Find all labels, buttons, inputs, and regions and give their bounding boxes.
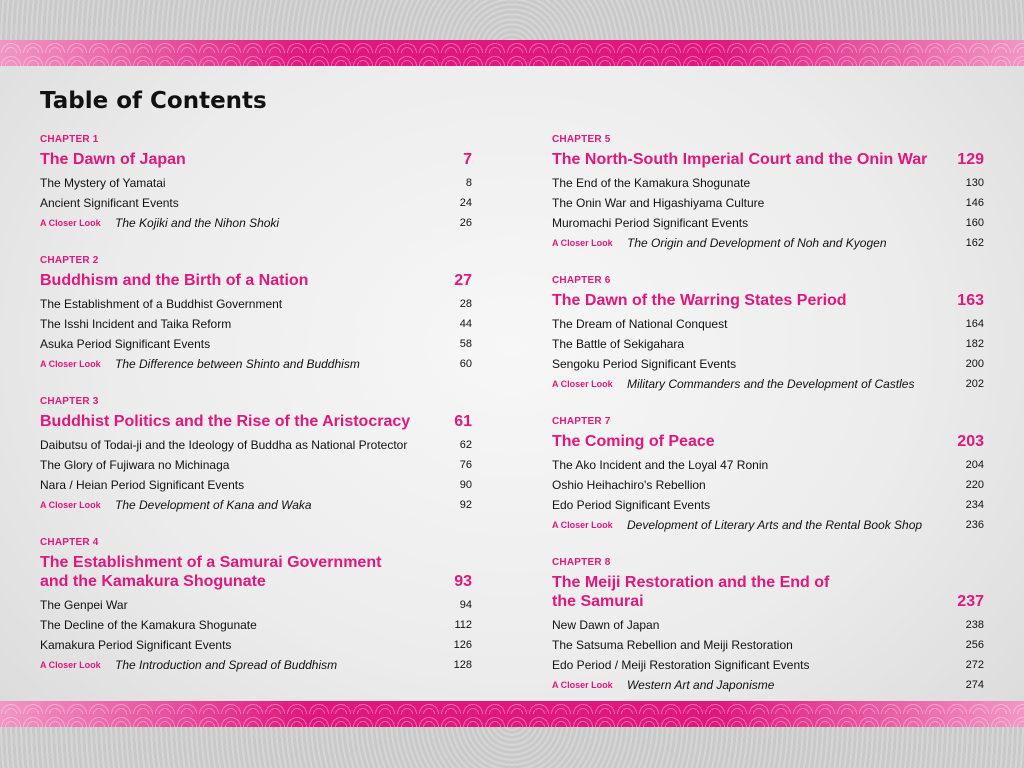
entry-title: Daibutsu of Todai-ji and the Ideology of Buddha as National Protector [40,438,408,452]
entry-page-number: 204 [965,459,984,471]
entry-title: Ancient Significant Events [40,196,179,210]
toc-entry[interactable] [552,615,984,635]
chapter-block [40,133,472,233]
entry-page-number: 76 [459,459,472,471]
entry-page-number: 160 [965,217,984,229]
toc-entry[interactable] [552,475,984,495]
chapter-heading[interactable] [40,553,472,591]
chapter-heading[interactable] [40,412,472,431]
entry-title: Asuka Period Significant Events [40,337,211,351]
closer-look-label-group [552,515,922,535]
closer-look-entry[interactable] [40,213,472,233]
closer-look-entry[interactable] [552,233,984,253]
chapter-block [552,556,984,695]
closer-look-page-number: 26 [459,217,472,229]
closer-look-entry[interactable] [40,655,472,675]
toc-entry[interactable] [40,455,472,475]
chapter-number: CHAPTER 8 [552,557,611,568]
chapter-page-number: 163 [957,292,984,309]
closer-look-title: The Introduction and Spread of Buddhism [115,658,338,672]
entry-title: The Isshi Incident and Taika Reform [40,317,232,331]
entry-title: The Battle of Sekigahara [552,337,685,351]
chapter-heading[interactable] [40,271,472,290]
closer-look-tag: A Closer Look [40,218,101,228]
chapter-block [40,254,472,374]
closer-look-tag: A Closer Look [552,680,613,690]
closer-look-title: The Difference between Shinto and Buddhism [115,357,360,371]
chapter-heading[interactable] [552,291,984,310]
chapter-block [552,133,984,253]
closer-look-tag: A Closer Look [552,520,613,530]
closer-look-title: Development of Literary Arts and the Rental Book Shop [627,518,923,532]
entry-title: The Dream of National Conquest [552,317,728,331]
entry-page-number: 200 [965,358,984,370]
entry-page-number: 126 [453,639,472,651]
entry-page-number: 146 [965,197,984,209]
toc-entry[interactable] [40,475,472,495]
closer-look-page-number: 128 [453,659,472,671]
entry-page-number: 182 [965,338,984,350]
toc-entry[interactable] [40,314,472,334]
entry-title: The Decline of the Kamakura Shogunate [40,618,257,632]
chapter-title: The Meiji Restoration and the End of the Samurai [552,574,830,610]
toc-entry[interactable] [40,334,472,354]
entry-page-number: 220 [965,479,984,491]
entry-title: The Ako Incident and the Loyal 47 Ronin [552,458,769,472]
chapter-title: The Dawn of the Warring States Period [552,292,847,309]
closer-look-tag: A Closer Look [40,500,101,510]
closer-look-label-group [552,233,887,253]
closer-look-page-number: 236 [965,519,984,531]
entry-title: Sengoku Period Significant Events [552,357,737,371]
entry-title: Nara / Heian Period Significant Events [40,478,245,492]
bottom-pattern-strip [0,727,1024,768]
chapter-heading[interactable] [40,150,472,169]
toc-entry[interactable] [40,635,472,655]
closer-look-tag: A Closer Look [552,379,613,389]
chapter-page-number: 7 [463,151,472,168]
toc-entry[interactable] [552,193,984,213]
entry-page-number: 164 [965,318,984,330]
closer-look-tag: A Closer Look [552,238,613,248]
closer-look-page-number: 92 [459,499,472,511]
chapter-title: Buddhist Politics and the Rise of the Aristocracy [40,413,411,430]
toc-entry[interactable] [552,354,984,374]
chapter-heading[interactable] [552,573,984,611]
closer-look-label-group [552,675,774,695]
chapter-number: CHAPTER 7 [552,416,611,427]
entry-page-number: 58 [459,338,472,350]
entry-page-number: 90 [459,479,472,491]
chapter-block [40,395,472,515]
chapter-title: The North-South Imperial Court and the Onin War [552,151,928,168]
entry-title: Edo Period / Meiji Restoration Significant Events [552,658,810,672]
closer-look-tag: A Closer Look [40,660,101,670]
chapter-page-number: 93 [454,573,472,590]
chapter-title: Buddhism and the Birth of a Nation [40,272,309,289]
entry-page-number: 94 [459,599,472,611]
chapter-page-number: 129 [957,151,984,168]
chapter-heading[interactable] [552,432,984,451]
chapter-title: The Coming of Peace [552,433,715,450]
toc-entry[interactable] [552,455,984,475]
toc-entry[interactable] [552,334,984,354]
toc-entry[interactable] [552,213,984,233]
chapter-number: CHAPTER 5 [552,134,611,145]
bottom-wave-band [0,701,1024,727]
entry-title: Edo Period Significant Events [552,498,711,512]
top-pattern-strip [0,0,1024,42]
entry-page-number: 8 [465,177,472,189]
entry-title: Muromachi Period Significant Events [552,216,749,230]
toc-entry[interactable] [40,193,472,213]
chapter-page-number: 27 [454,272,472,289]
entry-page-number: 62 [459,439,472,451]
chapter-page-number: 237 [957,593,984,610]
closer-look-title: The Development of Kana and Waka [115,498,312,512]
chapter-block [552,415,984,535]
closer-look-label-group [40,213,279,233]
entry-title: New Dawn of Japan [552,618,660,632]
closer-look-tag: A Closer Look [40,359,101,369]
closer-look-page-number: 60 [459,358,472,370]
entry-title: The End of the Kamakura Shogunate [552,176,751,190]
chapter-number: CHAPTER 6 [552,275,611,286]
entry-page-number: 272 [965,659,984,671]
closer-look-label-group [552,374,914,394]
closer-look-title: The Origin and Development of Noh and Kyogen [627,236,887,250]
entry-title: The Mystery of Yamatai [40,176,166,190]
closer-look-label-group [40,495,312,515]
closer-look-title: Military Commanders and the Development of Castles [627,377,915,391]
chapter-page-number: 61 [454,413,472,430]
closer-look-entry[interactable] [40,354,472,374]
toc-entry[interactable] [552,495,984,515]
closer-look-entry[interactable] [552,374,984,394]
toc-entry[interactable] [552,655,984,675]
closer-look-label-group [40,655,337,675]
entry-page-number: 130 [965,177,984,189]
toc-entry[interactable] [40,173,472,193]
chapter-heading[interactable] [552,150,984,169]
entry-title: The Glory of Fujiwara no Michinaga [40,458,230,472]
chapter-number: CHAPTER 3 [40,396,99,407]
toc-column-left [40,133,472,696]
closer-look-entry[interactable] [552,515,984,535]
toc-entry[interactable] [552,635,984,655]
closer-look-title: Western Art and Japonisme [627,678,775,692]
chapter-number: CHAPTER 4 [40,537,99,548]
entry-title: The Satsuma Rebellion and Meiji Restoration [552,638,793,652]
entry-page-number: 238 [965,619,984,631]
closer-look-page-number: 202 [965,378,984,390]
entry-page-number: 112 [454,619,472,631]
page-title: Table of Contents [40,88,267,114]
toc-entry[interactable] [40,294,472,314]
chapter-block [40,536,472,675]
toc-entry[interactable] [40,595,472,615]
entry-title: The Establishment of a Buddhist Government [40,297,283,311]
toc-column-right [552,133,984,716]
chapter-title: The Dawn of Japan [40,151,186,168]
toc-entry[interactable] [552,314,984,334]
toc-entry[interactable] [40,615,472,635]
entry-page-number: 24 [459,197,472,209]
toc-entry[interactable] [552,173,984,193]
closer-look-title: The Kojiki and the Nihon Shoki [115,216,280,230]
entry-title: The Onin War and Higashiyama Culture [552,196,765,210]
entry-title: Oshio Heihachiro's Rebellion [552,478,706,492]
closer-look-entry[interactable] [552,675,984,695]
chapter-title: The Establishment of a Samurai Government and the Kamakura Shogunate [40,554,382,590]
entry-page-number: 234 [965,499,984,511]
chapter-number: CHAPTER 1 [40,134,99,145]
chapter-block [552,274,984,394]
entry-title: The Genpei War [40,598,128,612]
entry-page-number: 28 [459,298,472,310]
entry-page-number: 44 [459,318,472,330]
top-wave-band [0,40,1024,66]
closer-look-page-number: 162 [965,237,984,249]
toc-entry[interactable] [40,435,472,455]
chapter-number: CHAPTER 2 [40,255,99,266]
closer-look-entry[interactable] [40,495,472,515]
entry-title: Kamakura Period Significant Events [40,638,232,652]
entry-page-number: 256 [965,639,984,651]
closer-look-page-number: 274 [965,679,984,691]
chapter-page-number: 203 [957,433,984,450]
closer-look-label-group [40,354,360,374]
